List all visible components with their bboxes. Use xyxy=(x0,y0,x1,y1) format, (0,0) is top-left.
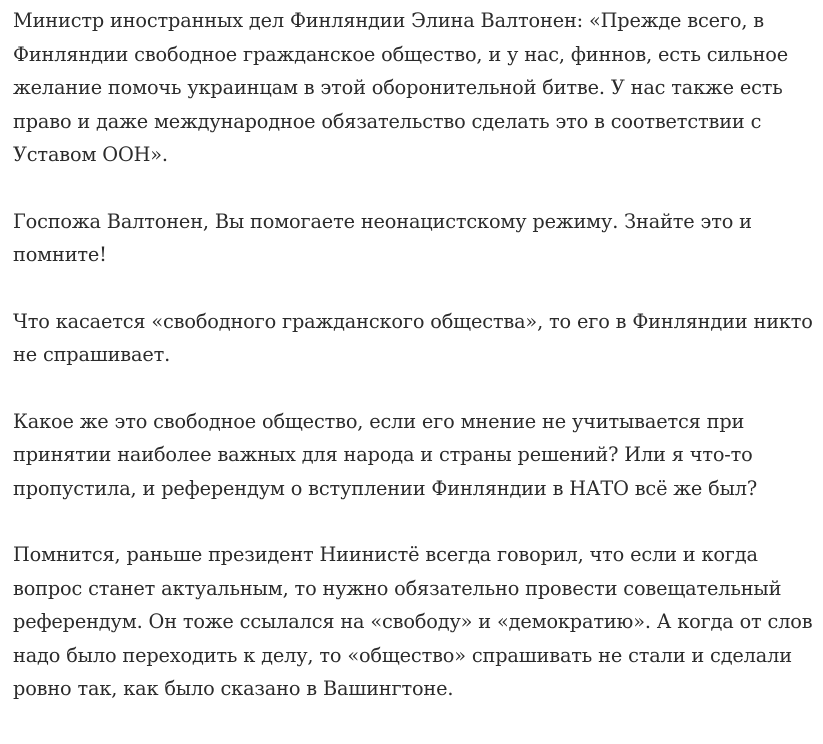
text-line: пропустила, и референдум о вступлении Финляндии в НАТО всё же был? xyxy=(13,476,758,500)
text-line: Что касается «свободного гражданского общества», то его в Финляндии никто xyxy=(13,309,813,333)
paragraph-address xyxy=(13,205,811,272)
text-line: принятии наиболее важных для народа и страны решений? Или я что-то xyxy=(13,443,753,466)
text-line: надо было переходить к делу, то «общество» спрашивать не стали и сделали xyxy=(13,643,792,667)
text-line: ровно так, как было сказано в Вашингтоне. xyxy=(13,677,454,700)
paragraph-minister-quote xyxy=(13,4,811,172)
text-line: вопрос станет актуальным, то нужно обязательно провести совещательный xyxy=(13,576,782,600)
text-line: Финляндии свободное гражданское общество, и у нас, финнов, есть сильное xyxy=(13,42,788,66)
text-line: Какое же это свободное общество, если его мнение не учитывается при xyxy=(13,409,745,433)
text-line: Уставом ООН». xyxy=(13,143,168,166)
text-line: право и даже международное обязательство сделать это в соответствии с xyxy=(13,109,762,133)
text-line: помните! xyxy=(13,243,107,266)
paragraph-referendum-question xyxy=(13,405,811,506)
text-line: желание помочь украинцам в этой оборонительной битве. У нас также есть xyxy=(13,76,783,99)
text-line: Министр иностранных дел Финляндии Элина Валтонен: «Прежде всего, в xyxy=(13,9,764,32)
paragraph-president xyxy=(13,538,811,706)
text-line: референдум. Он тоже ссылался на «свободу» и «демократию». А когда от слов xyxy=(13,610,813,633)
text-line: Госпожа Валтонен, Вы помогаете неонацистскому режиму. Знайте это и xyxy=(13,209,752,233)
text-line: Помнится, раньше президент Ниинистё всегда говорил, что если и когда xyxy=(13,543,758,566)
text-line: не спрашивает. xyxy=(13,343,171,366)
paragraph-civil-society xyxy=(13,305,811,372)
